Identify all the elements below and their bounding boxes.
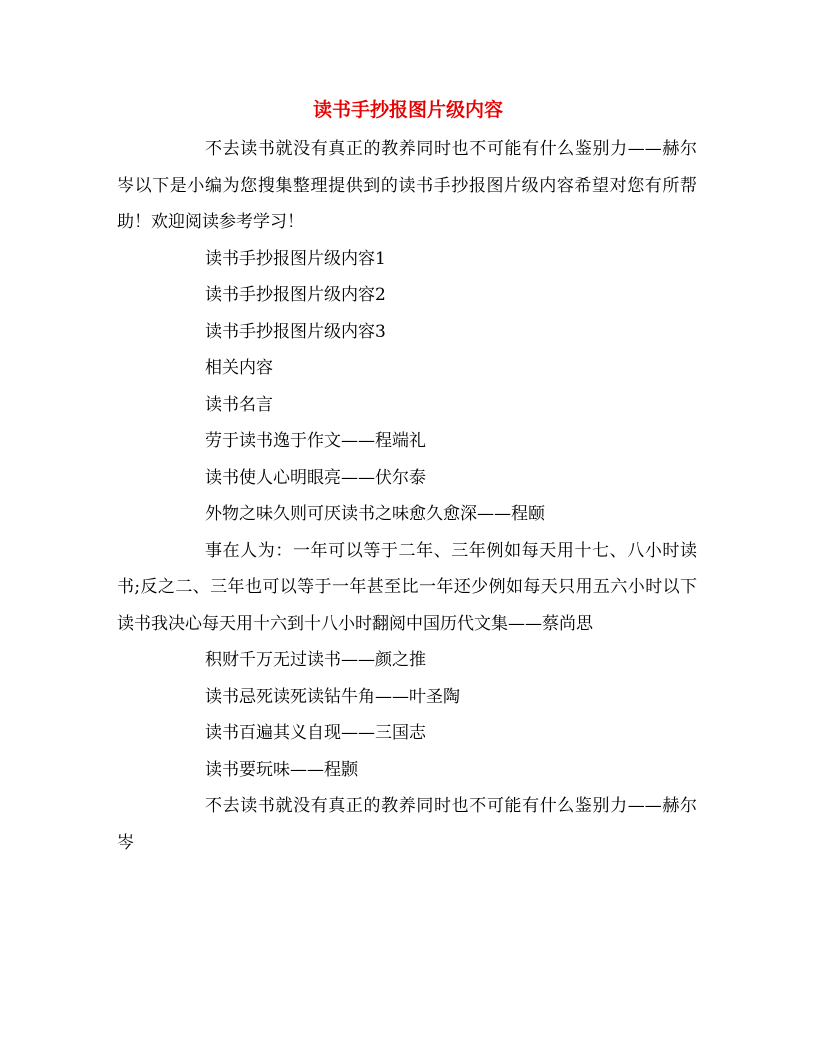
quote-sanguozhi: 读书百遍其义自现——三国志	[205, 723, 426, 743]
paragraph-quotes-heading: 读书名言	[205, 394, 273, 415]
paragraph-intro: 不去读书就没有真正的教养同时也不可能有什么鉴别力——赫尔岑以下是小编为您搜集整理提供到的读书手抄报图片级内容希望对您有所帮助！欢迎阅读参考学习！	[117, 139, 697, 232]
quote-yan-zhitui: 积财千万无过读书——颜之推	[205, 650, 426, 670]
paragraph-item-3: 读书手抄报图片级内容3	[205, 321, 386, 342]
quote-voltaire: 读书使人心明眼亮——伏尔泰	[205, 467, 426, 488]
document-title: 读书手抄报图片级内容	[312, 99, 503, 121]
quote-cheng-duanli: 劳于读书逸于作文——程端礼	[205, 431, 426, 451]
paragraph-item-2: 读书手抄报图片级内容2	[205, 285, 386, 305]
paragraph-related: 相关内容	[205, 358, 273, 378]
document-body	[117, 131, 697, 861]
quote-cheng-hao: 读书要玩味——程颢	[205, 759, 358, 780]
quote-ye-shengtao: 读书忌死读死读钻牛角——叶圣陶	[205, 686, 460, 707]
quote-cai-shangsi: 事在人为：一年可以等于二年、三年例如每天用十七、八小时读书;反之二、三年也可以等于一年甚至比一年还少例如每天只用五六小时以下读书我决心每天用十六到十八小时翻阅中国历代文集——蔡尚思	[117, 540, 697, 634]
paragraph-item-1: 读书手抄报图片级内容1	[205, 248, 386, 269]
quote-cheng-yi: 外物之味久则可厌读书之味愈久愈深——程颐	[205, 504, 545, 524]
quote-herzen: 不去读书就没有真正的教养同时也不可能有什么鉴别力——赫尔岑	[117, 796, 697, 853]
